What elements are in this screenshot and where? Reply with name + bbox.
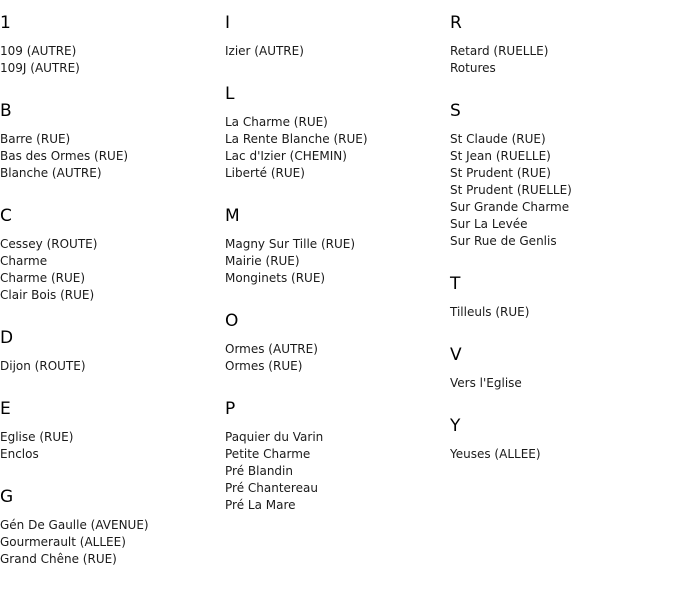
street-link[interactable]: Dijon (ROUTE) xyxy=(0,359,86,373)
letter-group xyxy=(0,206,220,304)
section-letter-heading: C xyxy=(0,206,12,226)
street-link[interactable]: La Rente Blanche (RUE) xyxy=(225,132,368,146)
street-list xyxy=(0,236,220,304)
section-letter-heading: B xyxy=(0,101,12,121)
section-letter-heading: 1 xyxy=(0,13,11,33)
section-letter-heading: E xyxy=(0,399,11,419)
street-link[interactable]: Rotures xyxy=(450,61,496,75)
section-letter-heading: O xyxy=(225,311,239,331)
street-link[interactable]: Grand Chêne (RUE) xyxy=(0,552,117,566)
street-link[interactable]: Clair Bois (RUE) xyxy=(0,288,95,302)
street-link[interactable]: Cessey (ROUTE) xyxy=(0,237,98,251)
street-link[interactable]: St Jean (RUELLE) xyxy=(450,149,551,163)
street-list xyxy=(450,375,670,392)
street-list xyxy=(450,446,670,463)
letter-group xyxy=(450,416,670,463)
street-link[interactable]: 109J (AUTRE) xyxy=(0,61,80,75)
section-letter-heading: S xyxy=(450,101,461,121)
street-link[interactable]: Liberté (RUE) xyxy=(225,166,305,180)
street-link[interactable]: Vers l'Eglise xyxy=(450,376,522,390)
street-link[interactable]: 109 (AUTRE) xyxy=(0,44,77,58)
street-link[interactable]: St Claude (RUE) xyxy=(450,132,546,146)
street-link[interactable]: Magny Sur Tille (RUE) xyxy=(225,237,356,251)
street-link[interactable]: St Prudent (RUE) xyxy=(450,166,551,180)
section-letter-heading: D xyxy=(0,328,14,348)
street-link[interactable]: Charme xyxy=(0,254,48,268)
section-letter-heading: L xyxy=(225,84,235,104)
letter-group xyxy=(0,13,220,77)
letter-group xyxy=(225,311,445,375)
street-link[interactable]: La Charme (RUE) xyxy=(225,115,328,129)
street-list xyxy=(225,341,445,375)
street-link[interactable]: Mairie (RUE) xyxy=(225,254,300,268)
street-link[interactable]: Petite Charme xyxy=(225,447,311,461)
street-link[interactable]: Eglise (RUE) xyxy=(0,430,74,444)
street-link[interactable]: Gourmerault (ALLEE) xyxy=(0,535,126,549)
street-link[interactable]: Tilleuls (RUE) xyxy=(450,305,530,319)
street-list xyxy=(450,304,670,321)
street-list xyxy=(0,358,220,375)
street-link[interactable]: Sur La Levée xyxy=(450,217,528,231)
street-list xyxy=(0,429,220,463)
street-link[interactable]: Sur Grande Charme xyxy=(450,200,570,214)
section-letter-heading: R xyxy=(450,13,462,33)
street-link[interactable]: Pré Blandin xyxy=(225,464,293,478)
street-link[interactable]: Bas des Ormes (RUE) xyxy=(0,149,129,163)
letter-group xyxy=(450,13,670,77)
section-letter-heading: V xyxy=(450,345,462,365)
street-link[interactable]: Blanche (AUTRE) xyxy=(0,166,102,180)
street-link[interactable]: Retard (RUELLE) xyxy=(450,44,549,58)
street-link[interactable]: Pré La Mare xyxy=(225,498,296,512)
letter-group xyxy=(225,13,445,60)
street-link[interactable]: Izier (AUTRE) xyxy=(225,44,304,58)
street-link[interactable]: Barre (RUE) xyxy=(0,132,71,146)
street-list xyxy=(450,131,670,250)
section-letter-heading: P xyxy=(225,399,236,419)
section-letter-heading: I xyxy=(225,13,231,33)
letter-group xyxy=(0,399,220,463)
letter-group xyxy=(225,399,445,514)
street-link[interactable]: Charme (RUE) xyxy=(0,271,86,285)
street-list xyxy=(0,517,220,568)
street-list xyxy=(450,43,670,77)
street-link[interactable]: Yeuses (ALLEE) xyxy=(450,447,541,461)
letter-group xyxy=(0,487,220,568)
letter-group xyxy=(225,206,445,287)
street-list xyxy=(225,114,445,182)
street-link[interactable]: Monginets (RUE) xyxy=(225,271,326,285)
letter-group xyxy=(450,345,670,392)
street-list xyxy=(225,236,445,287)
street-link[interactable]: Sur Rue de Genlis xyxy=(450,234,557,248)
street-list xyxy=(0,43,220,77)
index-column-2 xyxy=(225,0,445,538)
street-link[interactable]: Enclos xyxy=(0,447,39,461)
index-column-1 xyxy=(0,0,220,592)
index-column-3 xyxy=(450,0,670,487)
section-letter-heading: G xyxy=(0,487,14,507)
street-link[interactable]: Paquier du Varin xyxy=(225,430,324,444)
letter-group xyxy=(0,101,220,182)
letter-group xyxy=(450,101,670,250)
street-list xyxy=(0,131,220,182)
street-link[interactable]: Ormes (RUE) xyxy=(225,359,303,373)
section-letter-heading: T xyxy=(450,274,461,294)
letter-group xyxy=(225,84,445,182)
section-letter-heading: Y xyxy=(450,416,461,436)
letter-group xyxy=(0,328,220,375)
street-list xyxy=(225,43,445,60)
street-link[interactable]: Lac d'Izier (CHEMIN) xyxy=(225,149,347,163)
street-link[interactable]: Ormes (AUTRE) xyxy=(225,342,318,356)
street-list xyxy=(225,429,445,514)
street-link[interactable]: St Prudent (RUELLE) xyxy=(450,183,572,197)
letter-group xyxy=(450,274,670,321)
section-letter-heading: M xyxy=(225,206,240,226)
street-link[interactable]: Gén De Gaulle (AVENUE) xyxy=(0,518,149,532)
street-link[interactable]: Pré Chantereau xyxy=(225,481,318,495)
